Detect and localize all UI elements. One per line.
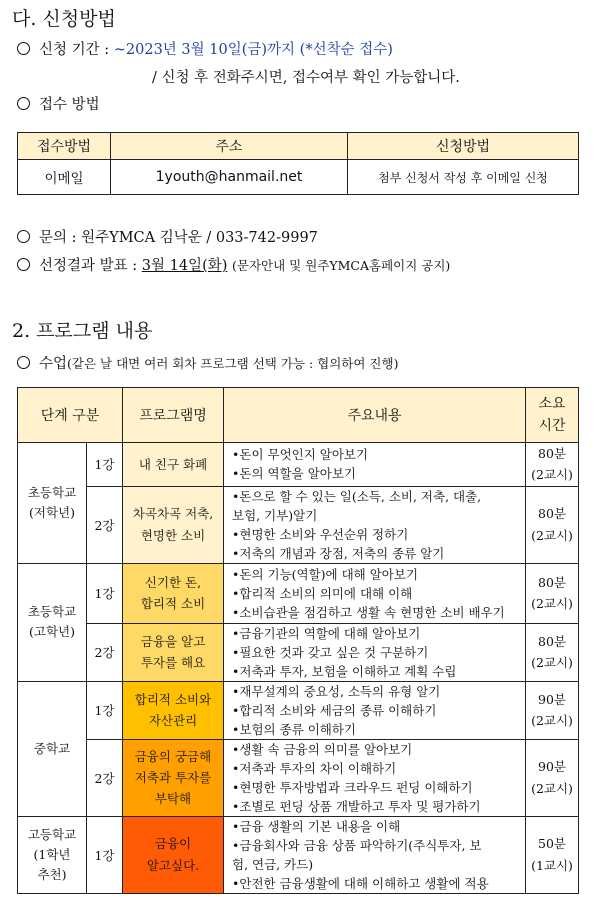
receipt-header-address: 주소: [111, 133, 348, 160]
lecture-cell: 1강: [87, 563, 123, 623]
content-cell: [224, 816, 526, 893]
apply-period-note: / 신청 후 전화주시면, 접수여부 확인 가능합니다.: [152, 70, 460, 86]
section-c-title: 다. 신청방법: [12, 8, 116, 30]
time-line: 90분: [538, 759, 566, 775]
content-line: •저축과 투자, 보험을 이해하고 계획 수립: [232, 663, 457, 679]
level-line: 중학교: [33, 740, 71, 756]
program-name-line: 내 친구 화폐: [138, 456, 208, 472]
level-cell: [18, 681, 87, 816]
content-line: •돈이 무엇인지 알아보기: [232, 447, 369, 463]
program-name-line: 저축과 투자를: [134, 769, 212, 785]
lecture-cell: 2강: [87, 623, 123, 681]
lecture-cell: 2강: [87, 486, 123, 563]
apply-period-label: 신청 기간 :: [39, 42, 114, 58]
apply-period-line: [17, 38, 393, 59]
header-content: 주요내용: [224, 388, 526, 443]
contact-line: [17, 226, 318, 247]
content-line: •합리적 소비의 의미에 대해 이해: [232, 585, 413, 601]
receipt-cell-address: 1youth@hanmail.net: [111, 160, 348, 195]
level-line: (고학년): [29, 624, 75, 639]
program-name-cell: [123, 486, 224, 563]
level-cell: [18, 563, 87, 681]
program-name-cell: [123, 681, 224, 739]
table-row: [18, 443, 579, 487]
table-row: [18, 739, 579, 816]
program-name-line: 알고싶다.: [146, 857, 200, 873]
time-cell: [526, 816, 579, 893]
content-cell: [224, 623, 526, 681]
section-2-title: 2. 프로그램 내용: [12, 320, 153, 342]
time-cell: [526, 739, 579, 816]
content-line: •금융회사와 금융 상품 파악하기(주식투자, 보: [232, 837, 482, 853]
circle-bullet-icon: [17, 42, 30, 55]
lecture-cell: 1강: [87, 443, 123, 487]
content-line: •저축의 개념과 장점, 저축의 종류 알기: [232, 545, 445, 561]
time-line: (1교시): [531, 857, 573, 873]
lecture-cell: 1강: [87, 681, 123, 739]
content-line: •재무설계의 중요성, 소득의 유형 알기: [232, 683, 441, 699]
header-time-line: 소요: [538, 395, 566, 412]
content-line: •보험의 종류 이해하기: [232, 721, 356, 737]
program-name-cell: [123, 563, 224, 623]
program-name-line: 투자를 해요: [140, 655, 206, 670]
content-line: •필요한 것과 갖고 싶은 것 구분하기: [232, 644, 429, 660]
time-line: 80분: [538, 506, 566, 522]
level-line: (저학년): [29, 504, 75, 520]
content-line: •돈으로 할 수 있는 일(소득, 소비, 저축, 대출,: [232, 488, 482, 504]
circle-bullet-icon: [17, 97, 30, 110]
time-line: 80분: [538, 574, 566, 590]
program-name-line: 합리적 소비와: [134, 691, 212, 707]
program-table: [17, 387, 579, 894]
program-name-cell: [123, 816, 224, 893]
table-row: [18, 816, 579, 893]
table-row: [18, 563, 579, 623]
receipt-cell-method: 이메일: [18, 160, 111, 195]
result-line: [17, 254, 450, 275]
circle-bullet-icon: [17, 230, 30, 243]
program-name-line: 현명한 소비: [140, 527, 206, 543]
time-cell: [526, 563, 579, 623]
class-label: 수업: [39, 356, 68, 372]
result-note: (문자안내 및 원주YMCA홈페이지 공지): [232, 258, 451, 273]
level-cell: [18, 816, 87, 893]
circle-bullet-icon: [17, 356, 30, 369]
content-cell: [224, 681, 526, 739]
content-cell: [224, 739, 526, 816]
content-cell: [224, 486, 526, 563]
result-date: 3월 14일(화): [141, 258, 228, 274]
level-line: 초등학교: [27, 604, 77, 619]
content-line: •소비습관을 점검하고 생활 속 현명한 소비 배우기: [232, 604, 505, 620]
time-cell: [526, 443, 579, 487]
content-line: •합리적 소비와 세금의 종류 이해하기: [232, 702, 437, 718]
program-name-line: 부탁해: [154, 791, 192, 807]
content-line: •현명한 소비와 우선순위 정하기: [232, 526, 409, 542]
header-time: [526, 388, 579, 443]
content-line: •조별로 펀딩 상품 개발하고 투자 및 평가하기: [232, 798, 481, 814]
time-line: (2교시): [531, 655, 573, 670]
time-line: (2교시): [531, 713, 573, 728]
lecture-cell: 1강: [87, 816, 123, 893]
level-cell: [18, 443, 87, 564]
time-line: (2교시): [531, 780, 573, 796]
time-line: (2교시): [531, 596, 573, 611]
content-line: •금융 생활의 기본 내용을 이해: [232, 818, 401, 834]
time-cell: [526, 623, 579, 681]
level-line: 고등학교: [27, 826, 77, 842]
program-name-cell: [123, 443, 224, 487]
content-line: •금융기관의 역할에 대해 알아보기: [232, 625, 421, 641]
program-name-line: 금융이: [154, 836, 192, 852]
program-name-cell: [123, 739, 224, 816]
circle-bullet-icon: [17, 258, 30, 271]
program-name-line: 신기한 돈,: [144, 574, 202, 590]
content-line: •저축과 투자의 차이 이해하기: [232, 760, 397, 776]
receipt-header-apply: 신청방법: [348, 133, 579, 160]
time-line: (2교시): [531, 467, 573, 483]
program-name-line: 차곡차곡 저축,: [132, 506, 214, 522]
receipt-method-label: 접수 방법: [39, 97, 100, 113]
time-cell: [526, 486, 579, 563]
class-line: [17, 352, 398, 373]
table-row: [18, 681, 579, 739]
content-line: •안전한 금융생활에 대해 이해하고 생활에 적용: [232, 875, 489, 891]
level-line: (1학년: [33, 846, 71, 862]
lecture-cell: 2강: [87, 739, 123, 816]
time-line: (2교시): [531, 527, 573, 543]
header-level: 단계 구분: [18, 388, 123, 443]
program-name-line: 합리적 소비: [140, 596, 206, 611]
content-line: •현명한 투자방법과 크라우드 펀딩 이해하기: [232, 779, 473, 795]
header-program: 프로그램명: [123, 388, 224, 443]
header-time-line: 시간: [538, 418, 566, 434]
receipt-method-line: [17, 93, 100, 114]
table-row: [18, 623, 579, 681]
level-line: 추천): [37, 866, 67, 882]
time-cell: [526, 681, 579, 739]
contact-text: 문의 : 원주YMCA 김낙운 / 033-742-9997: [39, 230, 318, 246]
receipt-cell-apply: 첨부 신청서 작성 후 이메일 신청: [348, 160, 579, 195]
apply-period-value: ~2023년 3월 10일(금)까지 (*선착순 접수): [113, 42, 393, 58]
time-line: 80분: [538, 446, 566, 461]
content-line: 보험, 기부)알기: [232, 507, 318, 523]
content-line: •돈의 기능(역할)에 대해 알아보기: [232, 566, 419, 582]
time-line: 50분: [538, 836, 566, 852]
class-note: (같은 날 대면 여러 회차 프로그램 선택 가능 : 협의하여 진행): [67, 356, 399, 371]
program-name-line: 금융을 알고: [140, 633, 206, 649]
content-line: •돈의 역할을 알아보기: [232, 466, 356, 482]
receipt-table: [17, 132, 579, 195]
content-line: •생활 속 금융의 의미를 알아보기: [232, 741, 413, 757]
content-line: 험, 연금, 카드): [232, 856, 314, 872]
program-name-line: 금융의 궁금해: [134, 748, 212, 764]
content-cell: [224, 443, 526, 487]
program-name-line: 자산관리: [148, 713, 198, 728]
receipt-header-method: 접수방법: [18, 133, 111, 160]
table-row: [18, 486, 579, 563]
result-label: 선정결과 발표 :: [39, 258, 142, 274]
time-line: 90분: [538, 691, 566, 707]
time-line: 80분: [538, 633, 566, 649]
program-name-cell: [123, 623, 224, 681]
content-cell: [224, 563, 526, 623]
level-line: 초등학교: [27, 484, 77, 500]
